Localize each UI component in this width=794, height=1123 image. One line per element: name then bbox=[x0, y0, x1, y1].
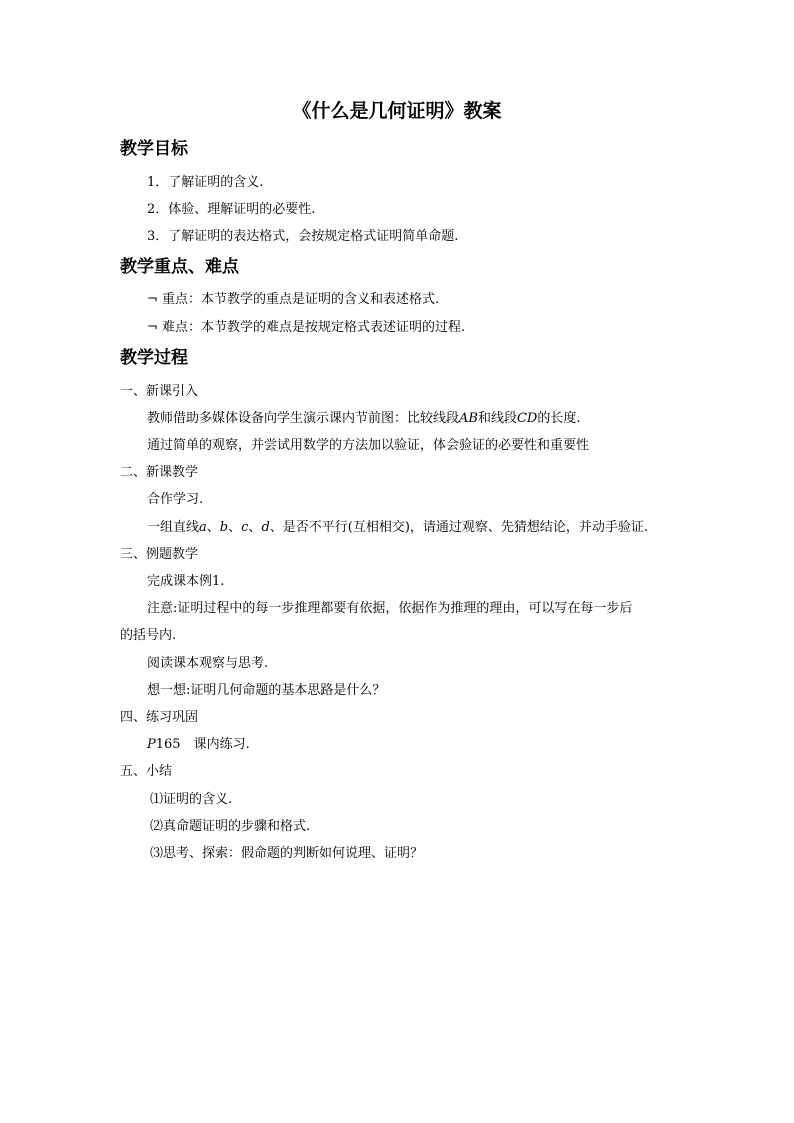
heading-key-points: 教学重点、难点 bbox=[120, 257, 239, 277]
line-variable: a bbox=[199, 520, 207, 535]
goal-item: 2．体验、理解证明的必要性. bbox=[147, 202, 316, 217]
heading-teaching-goals: 教学目标 bbox=[120, 139, 188, 159]
summary-item: ⑶思考、探索：假命题的判断如何说理、证明？ bbox=[150, 846, 424, 861]
summary-item: ⑴证明的含义. bbox=[150, 792, 233, 807]
key-point-item: ¬ 重点：本节教学的重点是证明的含义和表述格式. bbox=[147, 292, 440, 307]
paragraph bbox=[147, 735, 250, 755]
paragraph: 完成课本例1. bbox=[147, 574, 225, 589]
segment-label: CD bbox=[516, 411, 538, 426]
process-section-title: 二、新课教学 bbox=[120, 465, 199, 480]
paragraph bbox=[147, 409, 581, 429]
separator: 、 bbox=[206, 520, 220, 535]
separator: 、 bbox=[228, 520, 242, 535]
paragraph-text: 一组直线 bbox=[147, 520, 200, 535]
line-variable: c bbox=[241, 520, 249, 535]
paragraph-continuation: 的括号内. bbox=[120, 628, 177, 643]
separator: 、 bbox=[248, 520, 262, 535]
process-section-title: 三、例题教学 bbox=[120, 547, 199, 562]
paragraph-text: 的长度. bbox=[537, 411, 581, 426]
process-section-title: 五、小结 bbox=[120, 764, 173, 779]
heading-teaching-process: 教学过程 bbox=[120, 348, 188, 368]
goal-item: 3．了解证明的表达格式，会按规定格式证明简单命题. bbox=[147, 229, 459, 244]
page-prefix: P bbox=[147, 737, 156, 752]
segment-label: AB bbox=[459, 411, 478, 426]
paragraph-text: 和线段 bbox=[477, 411, 517, 426]
paragraph-text: 、是否不平行(互相相交)，请通过观察、先猜想结论，并动手验证. bbox=[269, 520, 649, 535]
paragraph: 合作学习. bbox=[147, 492, 204, 507]
summary-item: ⑵真命题证明的步骤和格式. bbox=[150, 819, 311, 834]
paragraph-text: 教师借助多媒体设备向学生演示课内节前图：比较线段 bbox=[147, 411, 460, 426]
page-number: 165 bbox=[155, 737, 181, 752]
process-section-title: 四、练习巩固 bbox=[120, 710, 199, 725]
line-variable: b bbox=[219, 520, 229, 535]
paragraph: 想一想:证明几何命题的基本思路是什么？ bbox=[147, 683, 386, 698]
page-title: 《什么是几何证明》教案 bbox=[292, 100, 502, 122]
paragraph: 通过简单的观察，并尝试用数学的方法加以验证，体会验证的必要性和重要性 bbox=[147, 438, 590, 453]
goal-item: 1．了解证明的含义. bbox=[147, 175, 264, 190]
process-section-title: 一、新课引入 bbox=[120, 384, 199, 399]
paragraph: 注意:证明过程中的每一步推理都要有依据，依据作为推理的理由，可以写在每一步后 bbox=[147, 601, 633, 616]
line-variable: d bbox=[261, 520, 270, 535]
key-point-item: ¬ 难点：本节教学的难点是按规定格式表述证明的过程. bbox=[147, 320, 466, 335]
paragraph-text: 课内练习. bbox=[180, 737, 250, 752]
paragraph: 阅读课本观察与思考. bbox=[147, 656, 269, 671]
paragraph bbox=[147, 518, 648, 538]
